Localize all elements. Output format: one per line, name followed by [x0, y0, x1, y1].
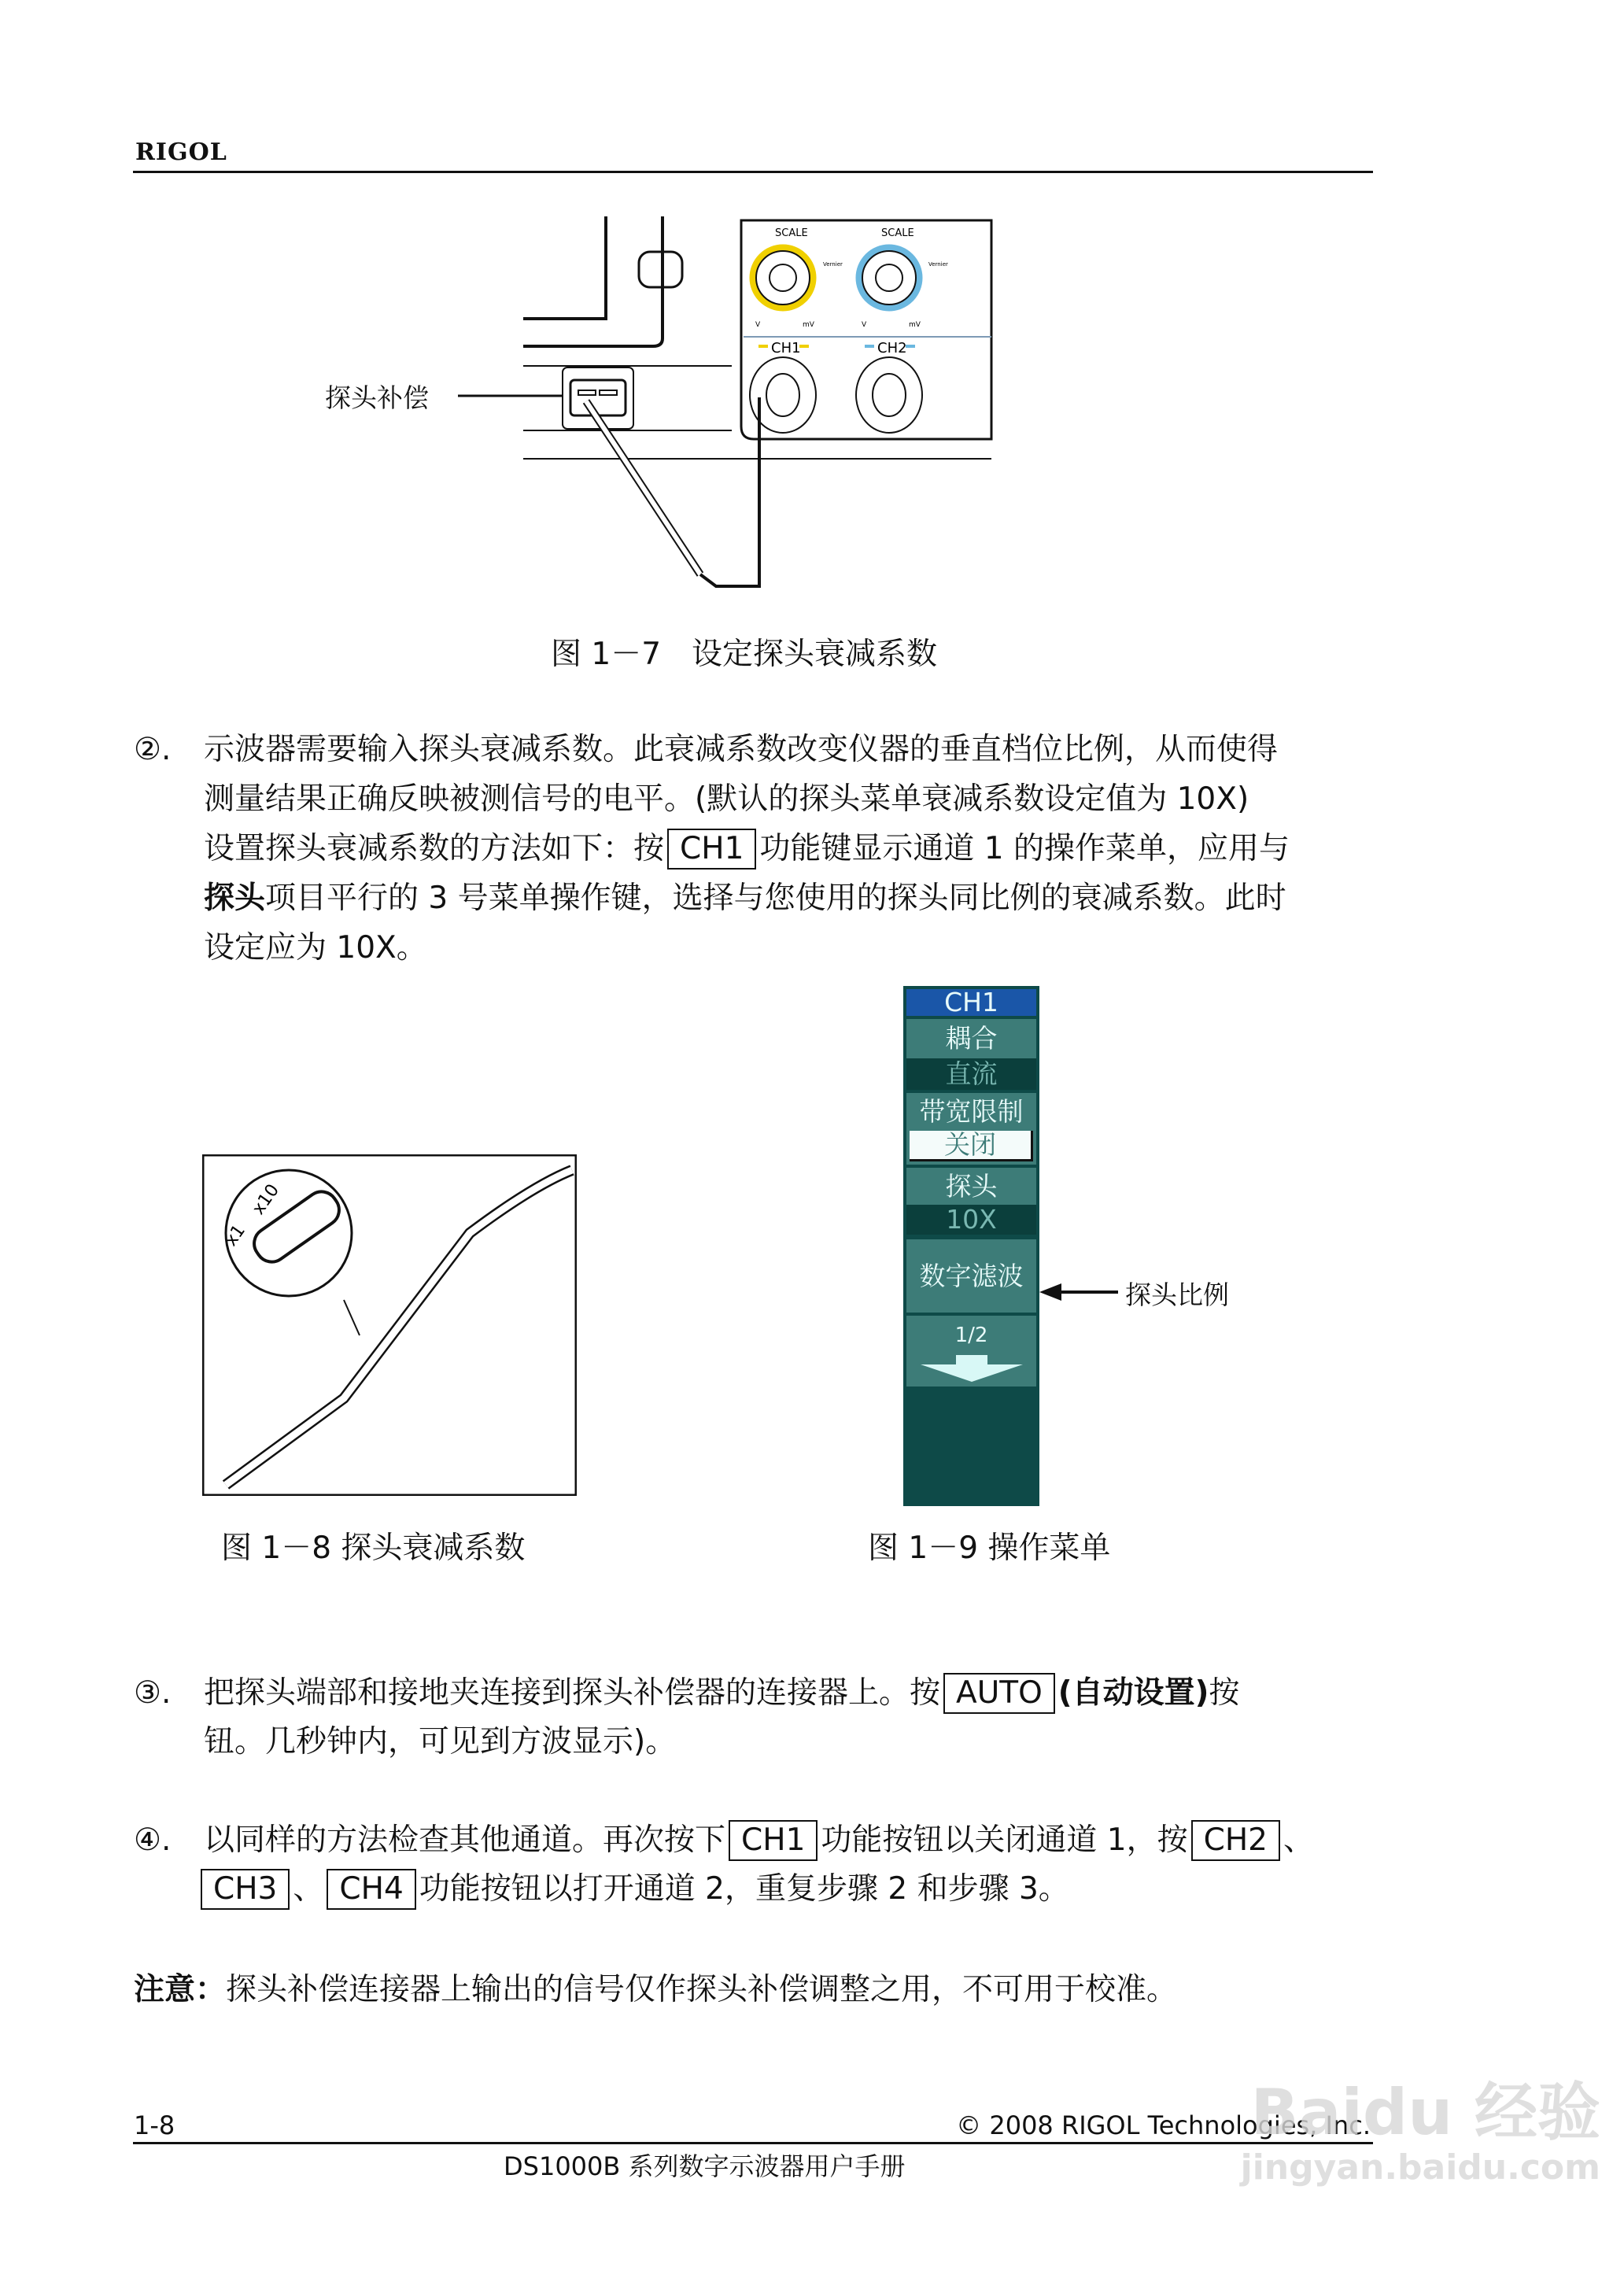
page-number: 1-8 — [134, 2110, 175, 2140]
menu-value-bandwidth-limit: 关闭 — [910, 1131, 1033, 1161]
ch3-key-label: CH3 — [201, 1869, 290, 1910]
text: 设置探头衰减系数的方法如下：按 — [204, 831, 665, 866]
para3-line — [204, 1671, 1239, 1715]
text: 以同样的方法检查其他通道。再次按下 — [204, 1822, 726, 1858]
arrow-down-icon — [917, 1355, 1027, 1382]
v-label-2: V — [862, 321, 867, 329]
ch2-key-label: CH2 — [1191, 1820, 1280, 1861]
vernier-label-2: Vernier — [928, 261, 948, 268]
para2-line: 测量结果正确反映被测信号的电平。(默认的探头菜单衰减系数设定值为 10X) — [204, 781, 1249, 817]
note-text: 探头补偿连接器上输出的信号仅作探头补偿调整之用，不可用于校准。 — [226, 1972, 1178, 2007]
text: 按 — [1209, 1675, 1240, 1711]
fig18-caption: 图 1－8 探头衰减系数 — [221, 1531, 526, 1566]
mv-label-1: mV — [803, 321, 814, 329]
header-rule — [133, 171, 1373, 173]
menu-title: CH1 — [906, 989, 1036, 1016]
bold-term: (自动设置) — [1057, 1675, 1209, 1711]
watermark-logo: Baidu 经验 — [1250, 2076, 1600, 2149]
ch1-scale-knob — [753, 248, 813, 308]
menu-value-probe: 10X — [906, 1205, 1036, 1235]
para2-line: 设定应为 10X。 — [204, 930, 427, 966]
step-number: ④. — [134, 1822, 172, 1858]
para2-line: 示波器需要输入探头衰减系数。此衰减系数改变仪器的垂直档位比例，从而使得 — [204, 732, 1279, 767]
baidu-watermark — [1241, 2077, 1600, 2188]
fig19-caption: 图 1－9 操作菜单 — [868, 1531, 1111, 1566]
page-indicator: 1/2 — [954, 1324, 988, 1347]
menu-item-next-page[interactable] — [906, 1316, 1036, 1387]
x10-label: x10 — [249, 1180, 284, 1219]
bold-term: 探头 — [204, 881, 266, 916]
ch1-key-label: CH1 — [729, 1820, 818, 1861]
ch1-key-label: CH1 — [667, 829, 756, 870]
brand-header: RIGOL — [135, 138, 227, 166]
menu-item-probe[interactable]: 探头 — [906, 1168, 1036, 1205]
v-label-1: V — [755, 321, 761, 329]
footer-rule — [133, 2142, 1373, 2144]
text: 项目平行的 3 号菜单操作键，选择与您使用的探头同比例的衰减系数。此时 — [265, 881, 1286, 916]
vernier-label-1: Vernier — [823, 261, 843, 268]
text: 、 — [1283, 1822, 1314, 1858]
text: 、 — [293, 1871, 324, 1907]
fig18-probe-switch-illustration — [202, 1154, 577, 1496]
para4-line — [204, 1819, 1314, 1863]
note — [134, 1968, 1177, 2012]
ch2-label: CH2 — [877, 340, 907, 356]
menu-item-digital-filter[interactable]: 数字滤波 — [906, 1239, 1036, 1313]
arrow-left-icon — [1039, 1280, 1118, 1304]
ch1-operation-menu — [903, 986, 1039, 1506]
note-label: 注意： — [134, 1972, 227, 2007]
ch2-bnc-connector — [856, 357, 922, 433]
watermark-url: jingyan.baidu.com — [1240, 2147, 1600, 2188]
para2-line — [204, 827, 1290, 871]
text: 功能按钮以打开通道 2，重复步骤 2 和步骤 3。 — [419, 1871, 1069, 1907]
ch1-label: CH1 — [771, 340, 801, 356]
text: 功能键显示通道 1 的操作菜单，应用与 — [759, 831, 1290, 866]
menu-label: 带宽限制 — [919, 1096, 1024, 1127]
step-number: ②. — [134, 732, 172, 767]
scale-label-2: SCALE — [881, 227, 914, 239]
fig17-caption: 图 1－7 设定探头衰减系数 — [551, 637, 938, 672]
ch2-scale-knob — [859, 248, 919, 308]
para4-line — [201, 1867, 1069, 1911]
manual-title: DS1000B 系列数字示波器用户手册 — [504, 2151, 906, 2181]
mv-label-2: mV — [909, 321, 921, 329]
para3-line: 钮。几秒钟内，可见到方波显示)。 — [204, 1724, 677, 1759]
menu-value-coupling: 直流 — [906, 1058, 1036, 1090]
menu-item-coupling[interactable]: 耦合 — [906, 1019, 1036, 1058]
auto-key-label: AUTO — [943, 1673, 1055, 1714]
ch4-key-label: CH4 — [327, 1869, 415, 1910]
scale-label-1: SCALE — [775, 227, 808, 239]
text: 把探头端部和接地夹连接到探头补偿器的连接器上。按 — [204, 1675, 941, 1711]
ch1-bnc-connector — [750, 357, 816, 433]
fig17-oscilloscope-probe-illustration — [456, 212, 1007, 606]
fig17-callout: 探头补偿 — [325, 382, 429, 413]
menu-item-bandwidth-limit[interactable] — [906, 1093, 1036, 1165]
fig19-callout: 探头比例 — [1125, 1279, 1229, 1310]
step-number: ③. — [134, 1675, 172, 1711]
text: 功能按钮以关闭通道 1，按 — [821, 1822, 1188, 1858]
para2-line — [204, 877, 1286, 921]
copyright: © 2008 RIGOL Technologies, Inc. — [956, 2110, 1371, 2140]
x1-label: x1 — [221, 1220, 250, 1250]
